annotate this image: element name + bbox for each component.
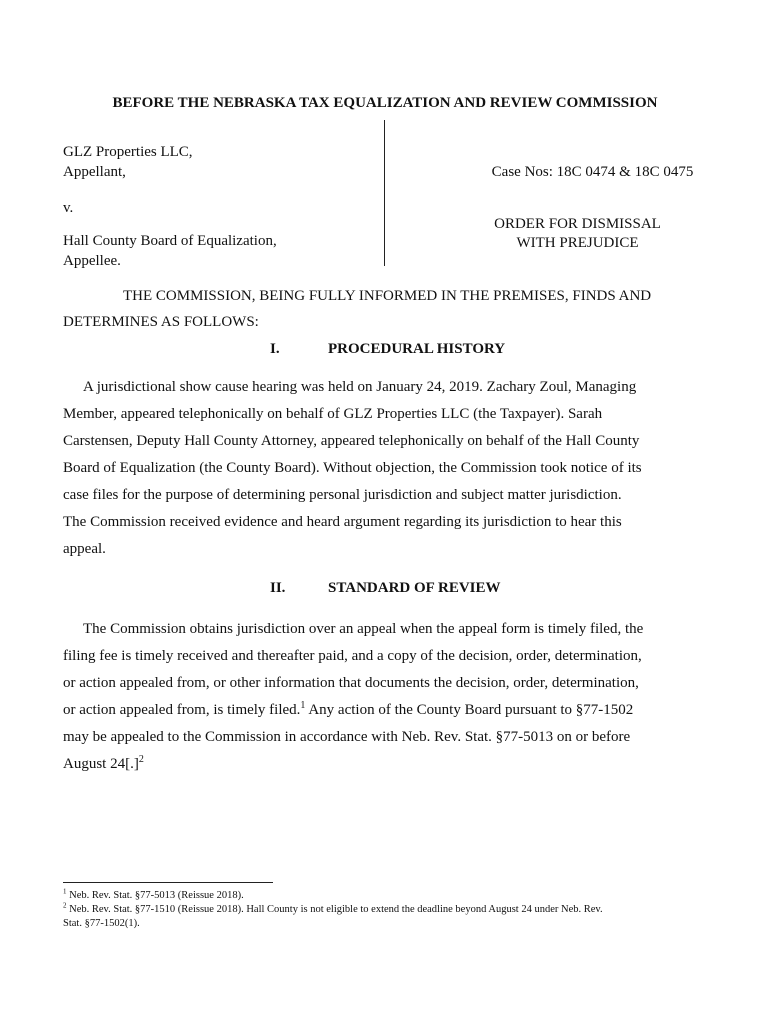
paragraph-line: The Commission received evidence and heard argument regarding its jurisdiction to hear this (63, 514, 622, 530)
standard-of-review-paragraph (63, 616, 713, 778)
paragraph-line: filing fee is timely received and thereafter paid, and a copy of the decision, order, determination, (63, 648, 642, 664)
footnote-ref-2[interactable]: 2 (138, 754, 144, 765)
section-heading-standard-of-review (270, 578, 501, 598)
footnote-2 (63, 903, 723, 917)
paragraph-line: Member, appeared telephonically on behalf of GLZ Properties LLC (the Taxpayer). Sarah (63, 406, 603, 422)
paragraph-line: A jurisdictional show cause hearing was held on January 24, 2019. Zachary Zoul, Managing (83, 379, 637, 395)
order-title-line2: WITH PREJUDICE (516, 235, 639, 251)
line-text: August 24[.] (63, 756, 139, 772)
footnote-mark: 2 (63, 901, 67, 910)
footnote-mark: 1 (63, 887, 67, 896)
footnote-text: Neb. Rev. Stat. §77-5013 (Reissue 2018). (66, 890, 244, 901)
preamble-line-1: THE COMMISSION, BEING FULLY INFORMED IN THE PREMISES, FINDS AND (123, 288, 652, 304)
preamble (63, 283, 713, 335)
section-number: I. (270, 341, 280, 357)
appellant-role: Appellant, (63, 164, 126, 180)
versus-label: v. (63, 200, 74, 216)
paragraph-line (63, 697, 713, 724)
section-heading-procedural-history (270, 339, 505, 359)
paragraph-line: Carstensen, Deputy Hall County Attorney, appeared telephonically on behalf of the Hall County (63, 433, 640, 449)
document-title: BEFORE THE NEBRASKA TAX EQUALIZATION AND REVIEW COMMISSION (112, 95, 658, 111)
case-numbers: Case Nos: 18C 0474 & 18C 0475 (491, 164, 694, 180)
paragraph-line: may be appealed to the Commission in accordance with Neb. Rev. Stat. §77-5013 on or before (63, 729, 631, 745)
paragraph-line: or action appealed from, or other information that documents the decision, order, determination, (63, 675, 639, 691)
appellant-name: GLZ Properties LLC, (63, 144, 193, 160)
footnote-2-continued: Stat. §77-1502(1). (63, 918, 140, 929)
footnote-ref-1[interactable]: 1 (300, 700, 306, 711)
footnote-1 (63, 889, 723, 903)
line-text: or action appealed from, is timely filed. (63, 702, 301, 718)
order-title-line1: ORDER FOR DISMISSAL (494, 216, 661, 232)
appellee-name: Hall County Board of Equalization, (63, 233, 277, 249)
footnotes (63, 889, 723, 931)
line-text: Any action of the County Board pursuant to §77-1502 (305, 702, 634, 718)
paragraph-line: The Commission obtains jurisdiction over an appeal when the appeal form is timely filed, the (83, 621, 644, 637)
footnote-text: Neb. Rev. Stat. §77-1510 (Reissue 2018). Hall County is not eligible to extend the deadline beyond August 24 under Neb. Rev. (66, 904, 603, 915)
footnote-separator (63, 882, 273, 883)
appellee-role: Appellee. (63, 253, 121, 269)
section-title: PROCEDURAL HISTORY (328, 341, 506, 357)
preamble-line-2: DETERMINES AS FOLLOWS: (63, 314, 259, 330)
paragraph-line: Board of Equalization (the County Board). Without objection, the Commission took notice of its (63, 460, 642, 476)
paragraph-line: case files for the purpose of determining personal jurisdiction and subject matter jurisdiction. (63, 487, 622, 503)
section-number: II. (270, 580, 286, 596)
section-title: STANDARD OF REVIEW (328, 580, 501, 596)
procedural-history-paragraph (63, 374, 713, 563)
paragraph-line (63, 751, 713, 778)
paragraph-line: appeal. (63, 541, 106, 557)
